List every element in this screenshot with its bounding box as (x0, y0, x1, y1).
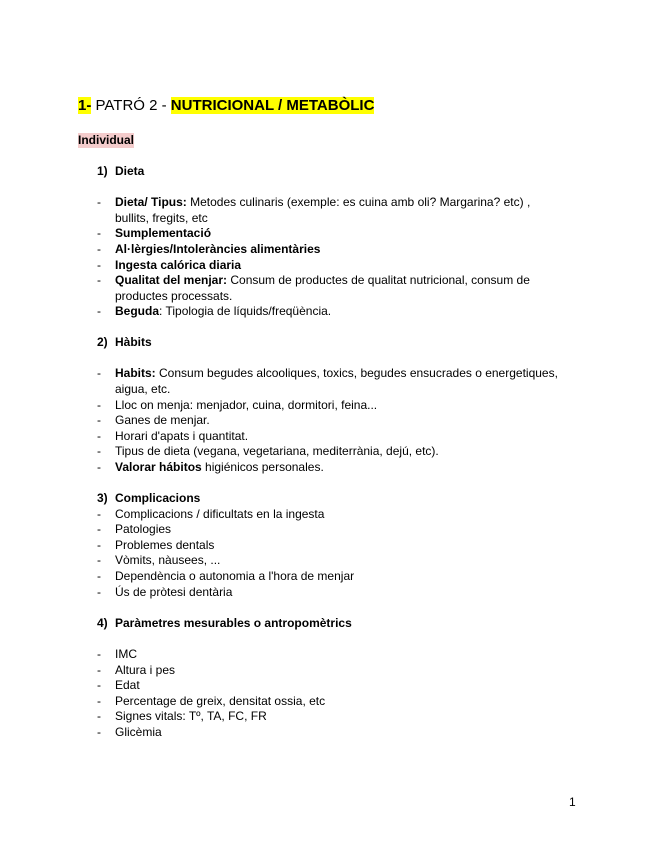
bullet-dash: - (97, 304, 101, 318)
list-item (97, 709, 567, 725)
item-bold: Habits: (115, 366, 156, 380)
list-item (97, 304, 567, 320)
item-text: Consum begudes alcooliques, toxics, begudes ensucrades o energetiques, aigua, etc. (115, 366, 558, 396)
bullet-dash: - (97, 398, 101, 412)
bullet-dash: - (97, 413, 101, 427)
list-item (97, 398, 567, 414)
list-item (97, 460, 567, 476)
section-title: Paràmetres mesurables o antropomètrics (115, 616, 352, 630)
item-text: Metodes culinaris (exemple: es cuina amb oli? Margarina? etc) , bullits, fregits, etc (115, 195, 531, 225)
bullet-dash: - (97, 694, 101, 708)
item-text: Horari d'apats i quantitat. (115, 429, 249, 443)
list-item (97, 413, 567, 429)
title-prefix: 1- (78, 97, 92, 114)
bullet-dash: - (97, 242, 101, 256)
section-heading-complicacions (97, 491, 200, 506)
item-bold: Sumplementació (115, 226, 212, 240)
list-item (97, 444, 567, 460)
page-title (78, 97, 374, 115)
list-item (97, 258, 567, 274)
section-number: 1) (97, 164, 108, 178)
section-number: 3) (97, 491, 108, 505)
list-item (97, 647, 567, 663)
item-text: IMC (115, 647, 137, 661)
item-text: Consum de productes de qualitat nutricional, consum de productes processats. (115, 273, 530, 303)
list-item (97, 538, 567, 554)
list-item (97, 273, 567, 304)
bullet-dash: - (97, 195, 101, 209)
bullet-dash: - (97, 663, 101, 677)
item-text: Complicacions / dificultats en la ingesta (115, 507, 325, 521)
bullet-dash: - (97, 366, 101, 380)
list-item (97, 585, 567, 601)
item-text: Glicèmia (115, 725, 162, 739)
item-bold: Ingesta calórica diaria (115, 258, 242, 272)
bullet-dash: - (97, 569, 101, 583)
item-text: Tipus de dieta (vegana, vegetariana, mediterrània, dejú, etc). (115, 444, 439, 458)
bullet-dash: - (97, 678, 101, 692)
bullet-dash: - (97, 226, 101, 240)
list-item (97, 429, 567, 445)
section-title: Hàbits (115, 335, 152, 349)
list-item (97, 553, 567, 569)
title-highlight: NUTRICIONAL / METABÒLIC (170, 97, 375, 114)
item-bold: Dieta/ Tipus: (115, 195, 187, 209)
title-middle: PATRÓ 2 - (91, 97, 171, 114)
bullet-dash: - (97, 273, 101, 287)
item-bold: Beguda (115, 304, 160, 318)
list-item (97, 366, 567, 397)
list-item (97, 507, 567, 523)
list-item (97, 242, 567, 258)
item-text: Ús de pròtesi dentària (115, 585, 233, 599)
bullet-dash: - (97, 725, 101, 739)
bullet-dash: - (97, 522, 101, 536)
item-text: Ganes de menjar. (115, 413, 210, 427)
section-number: 2) (97, 335, 108, 349)
section-number: 4) (97, 616, 108, 630)
bullet-dash: - (97, 444, 101, 458)
item-text: Vòmits, nàusees, ... (115, 553, 221, 567)
list-item (97, 226, 567, 242)
bullet-dash: - (97, 709, 101, 723)
subtitle: Individual (78, 133, 135, 147)
item-text: Dependència o autonomia a l'hora de menjar (115, 569, 355, 583)
list-item (97, 522, 567, 538)
list-item (97, 569, 567, 585)
item-text: Edat (115, 678, 140, 692)
section-heading-dieta (97, 164, 144, 179)
item-text: Percentage de greix, densitat ossia, etc (115, 694, 326, 708)
bullet-dash: - (97, 647, 101, 661)
page-number: 1 (569, 795, 576, 809)
section-title: Dieta (115, 164, 145, 178)
section-heading-habits (97, 335, 152, 350)
section-title: Complicacions (115, 491, 201, 505)
item-bold: Qualitat del menjar: (115, 273, 228, 287)
item-bold: Al·lèrgies/Intoleràncies alimentàries (115, 242, 321, 256)
list-item (97, 663, 567, 679)
item-text: : Tipologia de líquids/freqüència. (159, 304, 332, 318)
item-bold: Valorar hábitos (115, 460, 202, 474)
item-text: Altura i pes (115, 663, 176, 677)
list-item (97, 725, 567, 741)
bullet-dash: - (97, 553, 101, 567)
item-text: Lloc on menja: menjador, cuina, dormitori, feina... (115, 398, 378, 412)
item-text: higiénicos personales. (201, 460, 324, 474)
item-text: Patologies (115, 522, 172, 536)
bullet-dash: - (97, 258, 101, 272)
bullet-dash: - (97, 538, 101, 552)
section-heading-parametres (97, 616, 352, 631)
list-item (97, 678, 567, 694)
list-item (97, 195, 567, 226)
list-item (97, 694, 567, 710)
bullet-dash: - (97, 429, 101, 443)
bullet-dash: - (97, 460, 101, 474)
item-text: Signes vitals: Tº, TA, FC, FR (115, 709, 267, 723)
item-text: Problemes dentals (115, 538, 215, 552)
bullet-dash: - (97, 585, 101, 599)
bullet-dash: - (97, 507, 101, 521)
